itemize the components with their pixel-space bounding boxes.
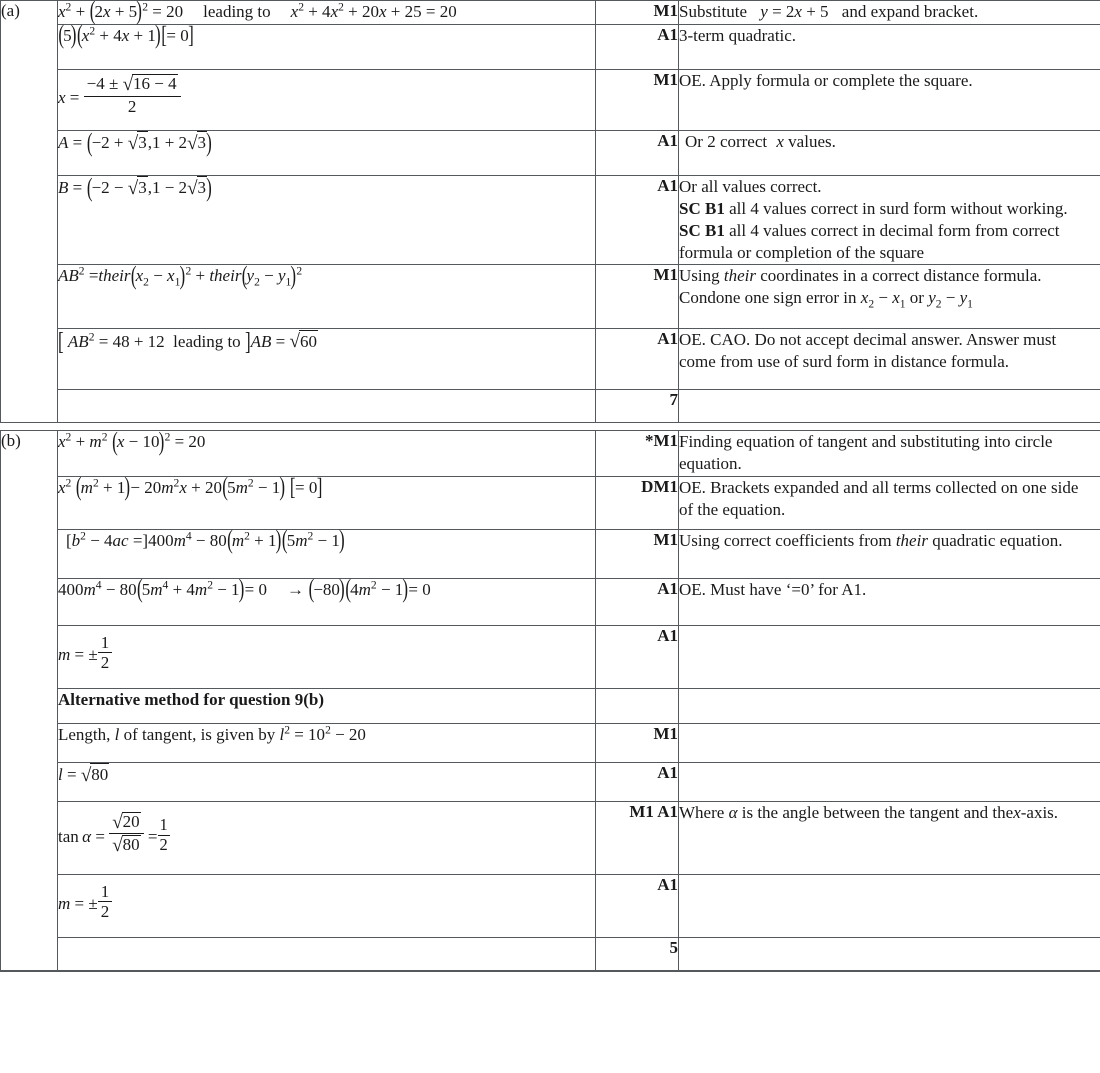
comment-cell: Substitute y = 2x + 5 and expand bracket. [679, 1, 1100, 25]
comment-cell: OE. Apply formula or complete the square. [679, 69, 1100, 130]
mark-cell: A1 [596, 329, 679, 390]
comment-line: come from use of surd form in distance formula. [679, 352, 1009, 372]
table-row [1, 801, 1100, 874]
comment-line: Using their coordinates in a correct distance formula. [679, 266, 1042, 286]
table-row [1, 625, 1100, 688]
working-cell: $x^2 + m^2$ ( x − 10 ) $^2$ = 20 [58, 431, 596, 476]
comment-cell [679, 476, 1100, 529]
table-row [1, 431, 1100, 476]
comment-cell-empty [679, 390, 1100, 423]
comment-cell [679, 175, 1100, 264]
mark-cell: *M1 [596, 431, 679, 476]
table-row [1, 175, 1100, 264]
working-cell: ( 5 ) ( $x^2 + 4x + 1$ ) [ = 0 ] [58, 24, 596, 69]
part-separator [1, 423, 1100, 431]
comment-text-tail: and expand bracket. [841, 2, 979, 21]
mark-cell: A1 [596, 578, 679, 625]
working-cell: $400m^4 - 80$ ( $5m^4 + 4m^2 - 1$ ) = 0 → ( −80 ) ( $4m^2 - 1$ ) = 0 [58, 578, 596, 625]
leading-to-text: leading to [173, 331, 241, 351]
mark-cell-empty [596, 688, 679, 723]
table-row-total [1, 390, 1100, 423]
table-row [1, 578, 1100, 625]
comment-line: SC B1 all 4 values correct in surd form without working. [679, 199, 1068, 219]
mark-cell: M1 A1 [596, 801, 679, 874]
table-row [1, 476, 1100, 529]
comment-line: Condone one sign error in $x_2 - x_1$ or $y_2 - y_1$ [679, 288, 973, 311]
comment-line: equation. [679, 454, 742, 474]
comment-cell: Using correct coefficients from their quadratic equation. [679, 529, 1100, 578]
working-cell: m = ± $\frac{1}{2}$ [58, 874, 596, 937]
comment-line: of the equation. [679, 499, 786, 519]
working-cell: l = √80 [58, 762, 596, 801]
total-mark-b: 5 [596, 937, 679, 970]
mark-cell: A1 [596, 762, 679, 801]
comment-line: Or all values correct. [679, 176, 822, 196]
separator-rule [679, 423, 1100, 431]
comment-cell-empty [679, 625, 1100, 688]
mark-cell: A1 [596, 874, 679, 937]
table-row [1, 762, 1100, 801]
working-cell: $x^2$ ( $m^2 + 1$ ) − $20m^2x + 20$ ( $5m^2 - 1$ ) [ = 0 ] [58, 476, 596, 529]
length-text-mid: of tangent, is given by [123, 724, 276, 744]
working-cell: A = ( −2 + √3,1 + 2√3 ) [58, 130, 596, 175]
comment-line: OE. Brackets expanded and all terms collected on one side [679, 477, 1079, 497]
comment-cell: OE. Must have ‘=0’ for A1. [679, 578, 1100, 625]
comment-line: formula or completion of the square [679, 243, 925, 263]
emph-their: their [723, 266, 756, 286]
comment-cell-empty [679, 874, 1100, 937]
leading-to-text: leading to [203, 2, 271, 21]
comment-line: OE. CAO. Do not accept decimal answer. Answer must [679, 330, 1057, 350]
working-cell: $x^2$ + ( 2x + 5 ) $^2$ = 20 leading to $x^2 + 4x^2 + 20x + 25 = 20$ [58, 1, 596, 25]
mark-cell: A1 [596, 24, 679, 69]
working-cell: $[b^2 - 4ac =]400m^4 - 80$ ( $m^2 + 1$ ) ( $5m^2 - 1$ ) [58, 529, 596, 578]
mark-cell: M1 [596, 723, 679, 762]
part-label-a: (a) [1, 1, 58, 423]
table-row [1, 329, 1100, 390]
comment-cell [679, 431, 1100, 476]
comment-cell-empty [679, 688, 1100, 723]
separator-rule [58, 423, 596, 431]
mark-cell: M1 [596, 1, 679, 25]
table-row [1, 529, 1100, 578]
working-cell-empty [58, 390, 596, 423]
working-cell: x = $\frac{-4 \pm √16 - 4}{2}$ [58, 69, 596, 130]
working-cell-heading [58, 688, 596, 723]
mark-cell: A1 [596, 175, 679, 264]
mark-cell: A1 [596, 130, 679, 175]
mark-cell: M1 [596, 529, 679, 578]
comment-cell-empty [679, 937, 1100, 970]
comment-cell: Where α is the angle between the tangent and thex-axis. [679, 801, 1100, 874]
comment-cell [679, 329, 1100, 390]
part-label-b: (b) [1, 431, 58, 970]
total-mark-a: 7 [596, 390, 679, 423]
emph-their: their [895, 530, 928, 550]
length-text-pre: Length, [58, 724, 111, 744]
comment-cell-empty [679, 762, 1100, 801]
alternative-method-heading: Alternative method for question 9(b) [58, 689, 324, 709]
mark-cell: DM1 [596, 476, 679, 529]
comment-cell: 3-term quadratic. [679, 24, 1100, 69]
table-row [1, 69, 1100, 130]
sc-b1-tag: SC B1 [679, 199, 725, 219]
mark-cell: A1 [596, 625, 679, 688]
table-row [1, 130, 1100, 175]
sheet-bottom-rule [0, 971, 1100, 972]
working-cell: [ $AB^2 = 48 + 12$ leading to ]AB = √60 [58, 329, 596, 390]
working-cell: m = ± $\frac{1}{2}$ [58, 625, 596, 688]
comment-text: Substitute [679, 2, 748, 21]
separator-rule [596, 423, 679, 431]
sc-b1-tag: SC B1 [679, 221, 725, 241]
mark-cell: M1 [596, 69, 679, 130]
comment-line: Finding equation of tangent and substituting into circle [679, 432, 1053, 452]
table-row [1, 24, 1100, 69]
table-row [1, 265, 1100, 329]
working-cell: tan α = $\frac{√20}{√80}$ = $\frac{1}{2}$ [58, 801, 596, 874]
comment-cell: Or 2 correct x values. [679, 130, 1100, 175]
comment-cell-empty [679, 723, 1100, 762]
working-cell: B = ( −2 − √3,1 − 2√3 ) [58, 175, 596, 264]
separator-gap [1, 423, 58, 431]
table-row-total [1, 937, 1100, 970]
comment-text-tail: values. [788, 131, 836, 151]
working-cell: $AB^2$ =their ( $x_2 - x_1$ )$^2$ + their ( $y_2 - y_1$ )$^2$ [58, 265, 596, 329]
comment-line: SC B1 all 4 values correct in decimal form from correct [679, 221, 1060, 241]
comment-text: Or 2 correct [685, 131, 768, 151]
table-row [1, 723, 1100, 762]
table-row [1, 688, 1100, 723]
table-row [1, 874, 1100, 937]
mark-cell: M1 [596, 265, 679, 329]
working-cell: Length, l of tangent, is given by $l^2 = 10^2 - 20$ [58, 723, 596, 762]
comment-cell [679, 265, 1100, 329]
working-cell-empty [58, 937, 596, 970]
